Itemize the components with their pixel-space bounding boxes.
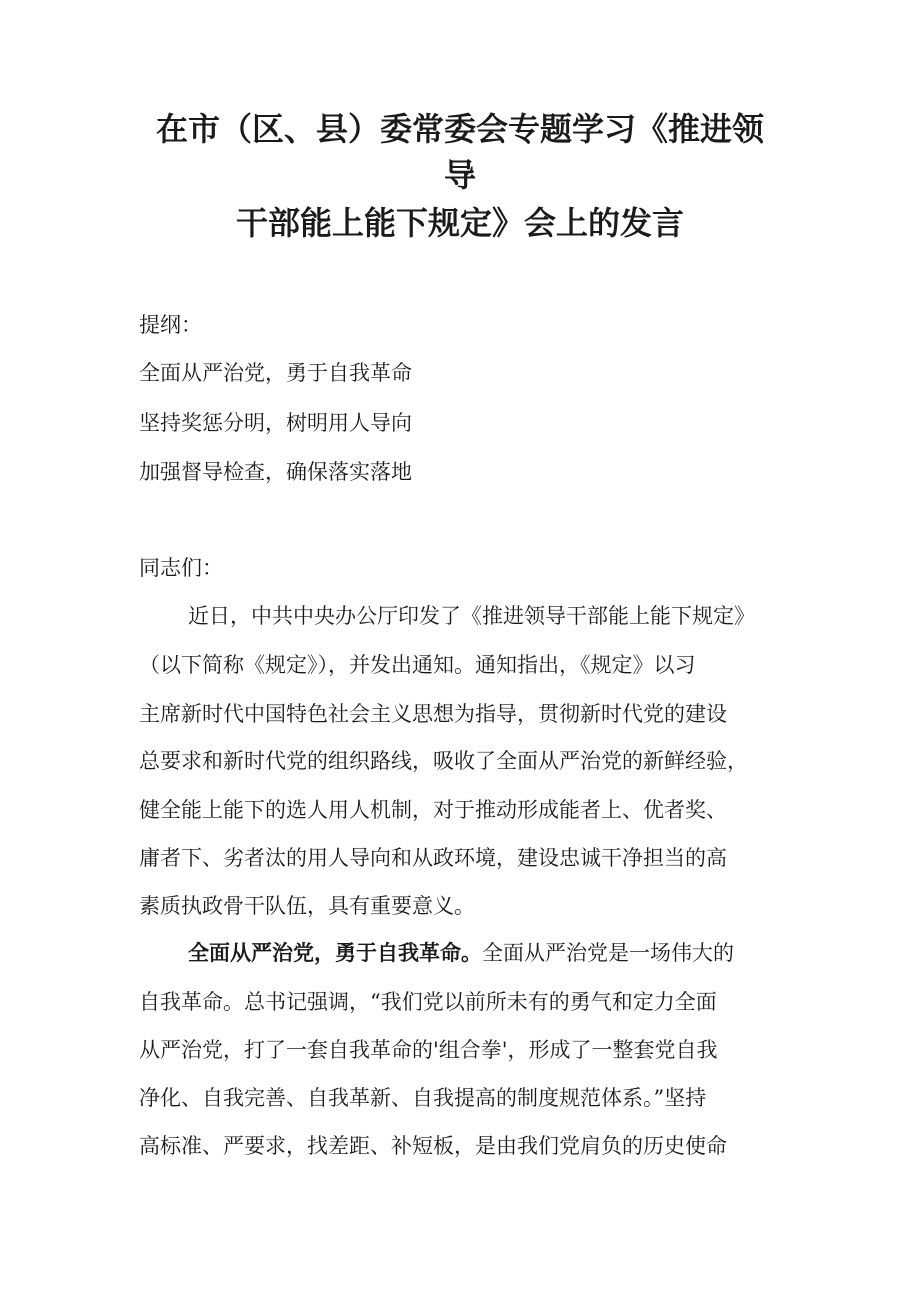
document-title-line-1: 在市（区、县）委常委会专题学习《推进领 <box>155 110 764 148</box>
section1-line-3: 从严治党，打了一套自我革命的'组合拳'，形成了一整套党自我 <box>139 1038 718 1062</box>
section1-line-4: 净化、自我完善、自我革新、自我提高的制度规范体系。”坚持 <box>139 1086 707 1110</box>
intro-line-2: （以下简称《规定》），并发出通知。通知指出，《规定》以习 <box>139 653 696 677</box>
intro-line-5: 健全能上能下的选人用人机制，对于推动形成能者上、优者奖、 <box>139 798 727 822</box>
intro-line-1: 近日，中共中央办公厅印发了《推进领导干部能上能下规定》 <box>188 604 755 628</box>
section1-line-5: 高标准、严要求，找差距、补短板，是由我们党肩负的历史使命 <box>139 1134 727 1158</box>
intro-line-6: 庸者下、劣者汰的用人导向和从政环境，建设忠诚干净担当的高 <box>139 846 727 870</box>
document-title-line-3: 干部能上能下规定》会上的发言 <box>235 204 684 242</box>
intro-line-4: 总要求和新时代党的组织路线，吸收了全面从严治党的新鲜经验， <box>139 749 748 773</box>
outline-item-3: 加强督导检查，确保落实落地 <box>139 460 412 484</box>
section1-line-2: 自我革命。总书记强调，“我们党以前所未有的勇气和定力全面 <box>139 990 717 1014</box>
salutation: 同志们： <box>139 556 223 580</box>
intro-line-3: 主席新时代中国特色社会主义思想为指导，贯彻新时代党的建设 <box>139 702 727 726</box>
section1-first-line <box>188 938 734 968</box>
outline-item-1: 全面从严治党，勇于自我革命 <box>139 361 412 385</box>
outline-label: 提纲： <box>139 313 202 337</box>
intro-line-7: 素质执政骨干队伍，具有重要意义。 <box>139 894 475 918</box>
section1-heading: 全面从严治党，勇于自我革命。 <box>188 941 482 965</box>
outline-item-2: 坚持奖惩分明，树明用人导向 <box>139 411 412 435</box>
section1-first-line-rest: 全面从严治党是一场伟大的 <box>482 941 734 965</box>
document-title-line-2: 导 <box>443 156 476 194</box>
